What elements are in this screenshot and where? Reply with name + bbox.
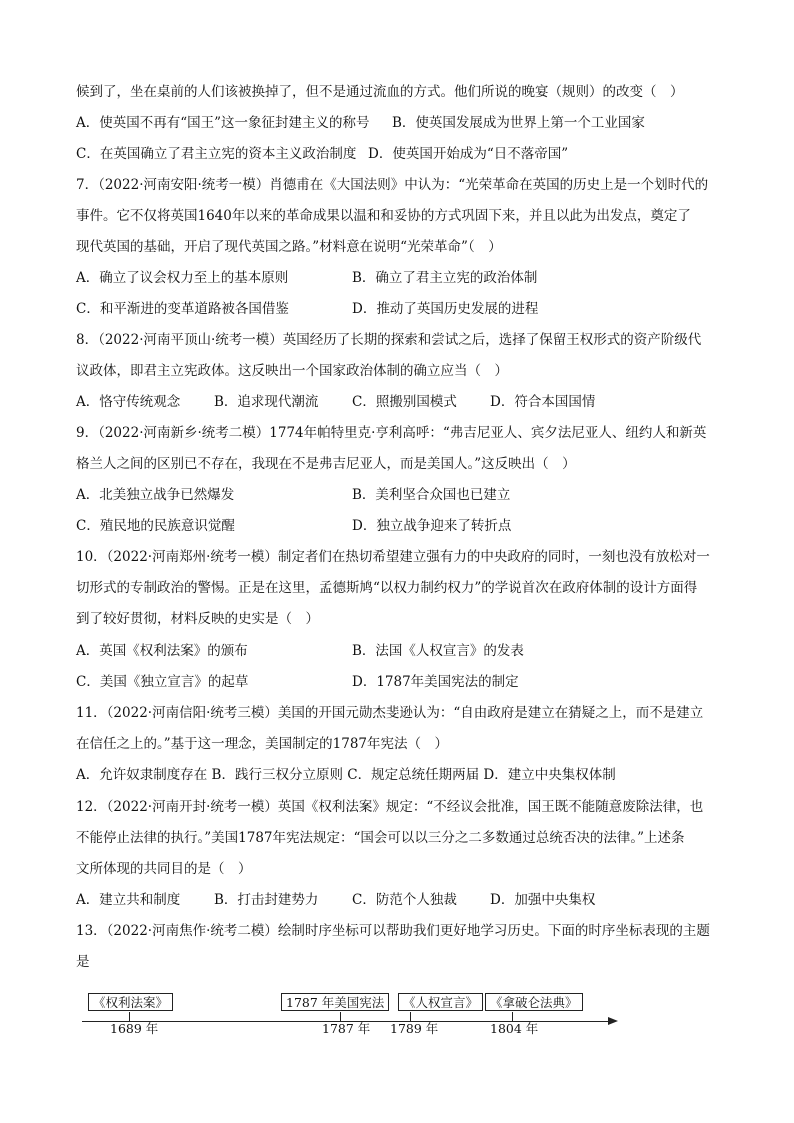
q10-stem-line2: 切形式的专制政治的警惕。正是在这里，孟德斯鸠“以权力制约权力”的学说首次在政府体制的设计方面得 [76,580,698,596]
q12-stem-line1: 12．（2022·河南开封·统考一模）英国《权利法案》规定：“不经议会批准，国王既不能随意废除法律，也 [76,799,704,815]
q12-option-a[interactable]: A．建立共和制度 [76,892,181,908]
q11-stem-line1: 11．（2022·河南信阳·统考三模）美国的开国元勋杰斐逊认为：“自由政府是建立在猜疑之上，而不是建立 [76,705,704,721]
q11-stem-line2: 在信任之上的。”基于这一理念，美国制定的1787年宪法（ ） [76,736,449,752]
timeline-year: 1789 年 [390,1021,439,1036]
q8-option-a[interactable]: A．恪守传统观念 [76,394,181,410]
q9-option-d[interactable]: D．独立战争迎来了转折点 [352,518,512,534]
timeline-year: 1689 年 [110,1021,159,1036]
q9-option-b[interactable]: B．美利坚合众国也已建立 [352,487,511,503]
q9-stem-line1: 9．（2022·河南新乡·统考二模）1774年帕特里克·亨利高呼：“弗吉尼亚人、宾夕法尼亚人、纽约人和新英 [76,425,707,441]
q13-stem-line1: 13．（2022·河南焦作·统考二模）绘制时序坐标可以帮助我们更好地学习历史。下面的时序坐标表现的主题 [76,923,710,939]
q10-option-a[interactable]: A．英国《权利法案》的颁布 [76,643,248,659]
timeline-event-label: 《人权宣言》 [398,993,483,1011]
q11-options[interactable]: A．允许奴隶制度存在 B．践行三权分立原则 C．规定总统任期两届 D．建立中央集权体制 [76,767,616,783]
q12-stem-line3: 文所体现的共同目的是（ ） [76,861,252,877]
q9-option-a[interactable]: A．北美独立战争已然爆发 [76,487,235,503]
q8-stem-line1: 8．（2022·河南平顶山·统考一模）英国经历了长期的探索和尝试之后，选择了保留王权形式的资产阶级代 [76,332,702,348]
q6-option-d[interactable]: D．使英国开始成为“日不落帝国” [368,146,569,162]
q13-stem-line2: 是 [76,954,90,970]
q7-stem-line1: 7．（2022·河南安阳·统考一模）肖德甫在《大国法则》中认为：“光荣革命在英国的历史上是一个划时代的 [76,177,709,193]
q6-option-c[interactable]: C．在英国确立了君主立宪的资本主义政治制度 [76,146,357,162]
timeline-event-label: 《权利法案》 [88,993,173,1011]
q6-option-b[interactable]: B．使英国发展成为世界上第一个工业国家 [392,115,645,131]
q10-stem-line1: 10．（2022·河南郑州·统考一模）制定者们在热切希望建立强有力的中央政府的同时，一刻也没有放松对一 [76,549,710,565]
q9-option-c[interactable]: C．殖民地的民族意识觉醒 [76,518,235,534]
q7-option-a[interactable]: A．确立了议会权力至上的基本原则 [76,270,289,286]
timeline-year: 1787 年 [322,1021,371,1036]
q10-option-d[interactable]: D．1787年美国宪法的制定 [352,674,519,690]
q7-stem-line3: 现代英国的基础，开启了现代英国之路。”材料意在说明“光荣革命”（ ） [76,239,502,255]
q9-stem-line2: 格兰人之间的区别已不存在，我现在不是弗吉尼亚人，而是美国人。”这反映出（ ） [76,456,576,472]
q7-option-d[interactable]: D．推动了英国历史发展的进程 [352,301,539,317]
q10-option-b[interactable]: B．法国《人权宣言》的发表 [352,643,524,659]
q10-option-c[interactable]: C．美国《独立宣言》的起草 [76,674,249,690]
timeline-event-label: 1787 年美国宪法 [281,993,389,1011]
timeline-event-label: 《拿破仑法典》 [485,993,583,1011]
q12-stem-line2: 不能停止法律的执行。”美国1787年宪法规定：“国会可以以三分之二多数通过总统否决的法律。”上述条 [76,830,685,846]
q7-option-b[interactable]: B．确立了君主立宪的政治体制 [352,270,538,286]
q12-option-c[interactable]: C．防范个人独裁 [352,892,457,908]
timeline-year: 1804 年 [490,1021,539,1036]
q12-option-b[interactable]: B．打击封建势力 [214,892,319,908]
q8-stem-line2: 议政体，即君主立宪政体。这反映出一个国家政治体制的确立应当（ ） [76,363,508,379]
q7-option-c[interactable]: C．和平渐进的变革道路被各国借鉴 [76,301,289,317]
q7-stem-line2: 事件。它不仅将英国1640年以来的革命成果以温和和妥协的方式巩固下来，并且以此为出发点，奠定了 [76,208,691,224]
q8-option-b[interactable]: B．追求现代潮流 [214,394,319,410]
q8-option-d[interactable]: D．符合本国国情 [490,394,596,410]
q10-stem-line3: 到了较好贯彻，材料反映的史实是（ ） [76,611,319,627]
q6-option-a[interactable]: A．使英国不再有“国王”这一象征封建主义的称号 [76,115,370,131]
timeline-arrow-icon [608,1017,618,1025]
q8-option-c[interactable]: C．照搬别国模式 [352,394,457,410]
q6-stem: 候到了，坐在桌前的人们该被换掉了，但不是通过流血的方式。他们所说的晚宴（规则）的改变（ ） [76,84,684,100]
q12-option-d[interactable]: D．加强中央集权 [490,892,596,908]
